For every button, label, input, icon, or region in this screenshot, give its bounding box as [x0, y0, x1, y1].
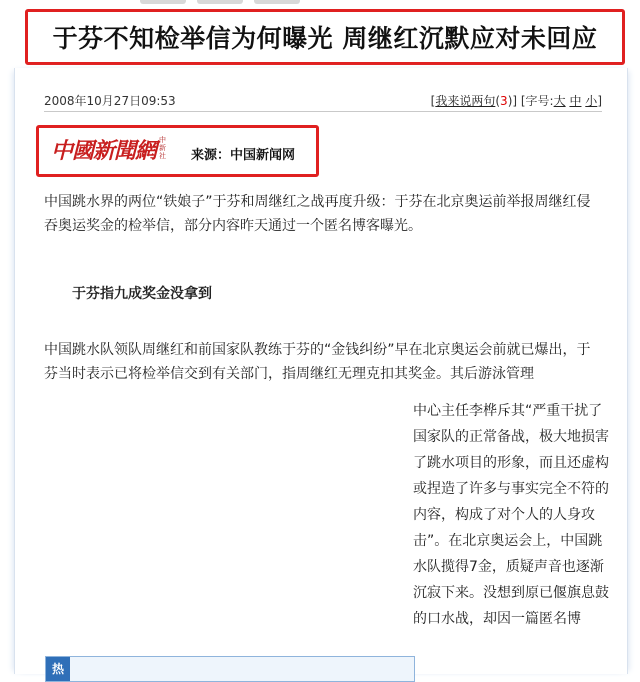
source-label: 来源：中国新闻网 [191, 148, 296, 163]
font-size-small-link[interactable]: 小 [585, 94, 598, 108]
source-highlight-box [36, 125, 319, 177]
top-strip [0, 0, 640, 6]
article-headline: 于芬不知检举信为何曝光 周继红沉默应对未回应 [52, 24, 598, 53]
comment-link[interactable]: 我来说两句 [435, 94, 496, 108]
font-size-medium-link[interactable]: 中 [569, 94, 582, 108]
chinanews-logo: 中國新聞網 [51, 137, 157, 164]
article-paragraph-3: 中心主任李桦斥其“严重干扰了国家队的正常备战，极大地损害了跳水项目的形象，而且还虚构或捏造了许多与事实完全不符的内容，构成了对个人的人身攻击”。在北京奥运会上，中国跳水队揽得7金，质疑声音也逐渐沉寂下来。没想到原已偃旗息鼓的口水战，却因一篇匿名博 [413, 403, 609, 627]
tab-stub [140, 0, 186, 4]
related-news-box[interactable] [45, 656, 415, 682]
article-paragraph-2: 中国跳水队领队周继红和前国家队教练于芬的“金钱纠纷”早在北京奥运会前就已爆出，于芬当时表示已将检举信交到有关部门，指周继红无理克扣其奖金。其后游泳管理 [44, 342, 591, 382]
tab-stub [254, 0, 300, 4]
meta-divider [44, 111, 602, 112]
comment-count: 3 [500, 94, 508, 108]
article-paragraph-1: 中国跳水界的两位“铁娘子”于芬和周继红之战再度升级：于芬在北京奥运前举报周继红侵吞奥运奖金的检举信，部分内容昨天通过一个匿名博客曝光。 [44, 194, 591, 234]
article-tools: [我来说两句(3)] [字号:大 中 小] [430, 94, 602, 108]
article-meta [44, 90, 602, 108]
font-size-large-link[interactable]: 大 [553, 94, 566, 108]
hot-tag: 热 [46, 657, 70, 681]
tab-stub [197, 0, 243, 4]
publish-date: 2008年10月27日09:53 [44, 94, 176, 108]
chinanews-logo-seal: 中新社 [159, 136, 166, 160]
article-subheading: 于芬指九成奖金没拿到 [72, 286, 212, 302]
headline-highlight-box [25, 9, 625, 65]
font-size-label: [字号: [517, 94, 554, 108]
